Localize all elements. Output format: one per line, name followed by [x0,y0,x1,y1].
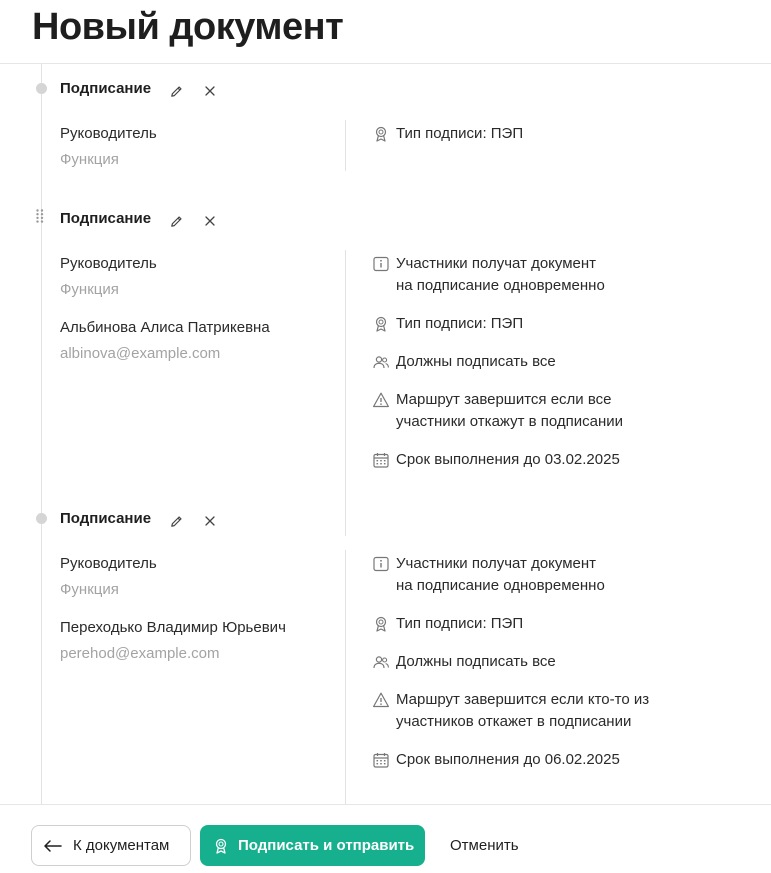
signature-type-info [372,614,523,635]
sign-and-send-button[interactable] [200,825,425,866]
step-title: Подписание [60,80,152,97]
signature-type-text: Тип подписи: ПЭП [396,125,524,142]
signer-name: Альбинова Алиса Патрикевна [60,319,270,336]
finish-rule-text: Маршрут завершится если кто-то из участников откажет в подписании [396,691,650,730]
pencil-icon [169,514,184,529]
back-to-documents-button[interactable] [31,825,191,866]
signature-type-text: Тип подписи: ПЭП [396,615,524,632]
edit-step-button[interactable] [167,82,185,100]
award-icon [372,615,390,633]
close-icon [204,85,216,97]
step-divider [345,550,346,804]
calendar-icon [372,751,390,769]
remove-step-button[interactable] [201,512,219,530]
step-marker-dot [36,83,47,94]
signer-item [60,124,157,170]
remove-step-button[interactable] [201,82,219,100]
award-icon [372,315,390,333]
deadline-text: Срок выполнения до 06.02.2025 [396,751,620,768]
edit-step-button[interactable] [167,212,185,230]
signer-role: Функция [60,151,119,168]
step-divider [345,120,346,171]
signer-role: Функция [60,581,119,598]
cancel-button[interactable]: Отменить [450,837,519,854]
signer-email: perehod@example.com [60,645,220,662]
page-header [0,0,771,64]
award-icon [212,837,238,855]
delivery-info [372,554,605,597]
signature-type-info [372,314,523,335]
info-icon [372,255,390,273]
route-steps-list[interactable] [0,64,771,804]
quorum-text: Должны подписать все [396,353,556,370]
step-title: Подписание [60,210,152,227]
signer-item [60,318,270,364]
warning-icon [372,391,390,409]
quorum-info [372,352,556,373]
pencil-icon [169,84,184,99]
info-icon [372,555,390,573]
action-bar [0,804,771,873]
signer-item [60,554,157,600]
users-icon [372,353,390,371]
close-icon [204,515,216,527]
signer-email: albinova@example.com [60,345,221,362]
delivery-text: Участники получат документ на подписание одновременно [396,255,605,294]
signer-name: Руководитель [60,255,157,272]
signer-item [60,254,157,300]
finish-rule-info [372,690,649,733]
arrow-left-icon [43,839,73,853]
deadline-text: Срок выполнения до 03.02.2025 [396,451,620,468]
back-button-label: К документам [73,837,170,854]
step-title: Подписание [60,510,152,527]
signature-type-info [372,124,523,145]
close-icon [204,215,216,227]
calendar-icon [372,451,390,469]
edit-step-button[interactable] [167,512,185,530]
signature-type-text: Тип подписи: ПЭП [396,315,524,332]
pencil-icon [169,214,184,229]
award-icon [372,125,390,143]
drag-handle-icon[interactable] [35,208,45,224]
step-divider [345,250,346,536]
signer-name: Руководитель [60,555,157,572]
sign-button-label: Подписать и отправить [238,837,415,854]
quorum-text: Должны подписать все [396,653,556,670]
signer-item [60,618,286,664]
step-marker-dot [36,513,47,524]
warning-icon [372,691,390,709]
quorum-info [372,652,556,673]
signer-name: Руководитель [60,125,157,142]
route-timeline-line [41,64,42,804]
signer-role: Функция [60,281,119,298]
deadline-info [372,450,620,471]
finish-rule-info [372,390,623,433]
delivery-info [372,254,605,297]
page-title: Новый документ [32,6,344,48]
delivery-text: Участники получат документ на подписание одновременно [396,555,605,594]
users-icon [372,653,390,671]
signer-name: Переходько Владимир Юрьевич [60,619,286,636]
deadline-info [372,750,620,771]
finish-rule-text: Маршрут завершится если все участники откажут в подписании [396,391,624,430]
remove-step-button[interactable] [201,212,219,230]
